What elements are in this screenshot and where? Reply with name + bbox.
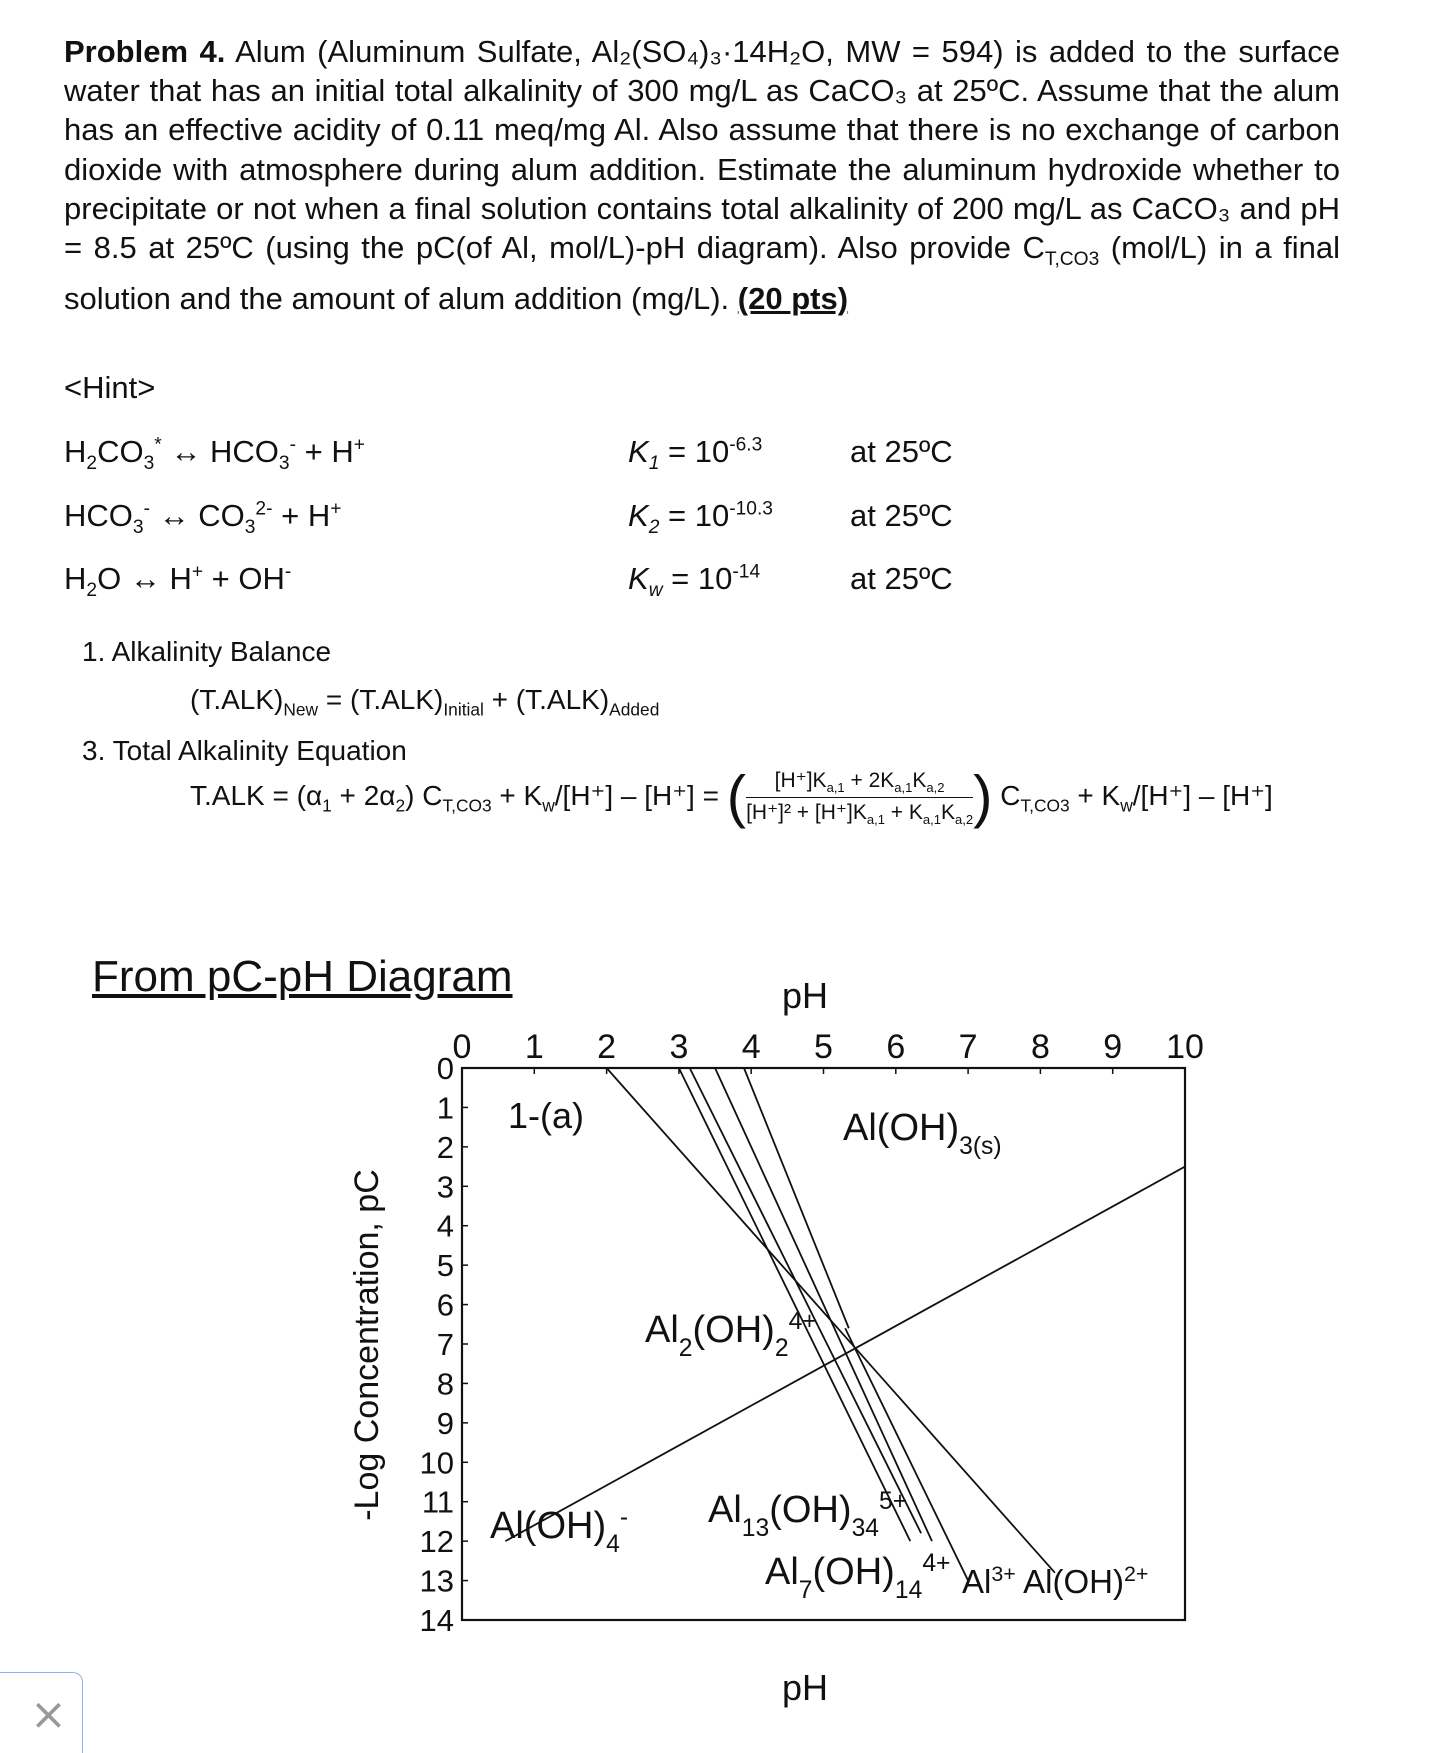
problem-label: Problem 4. <box>64 34 226 69</box>
x-tick-label: 4 <box>741 1028 761 1066</box>
aluminate-species-label: $Al(OH)_4^-$ <box>490 1503 629 1558</box>
y-tick-label: 3 <box>436 1169 454 1205</box>
y-tick-label: 12 <box>419 1524 454 1560</box>
x-tick-label: 9 <box>1103 1028 1123 1066</box>
talk-mid: + 2α <box>331 780 396 812</box>
close-icon[interactable]: × <box>30 1689 67 1740</box>
alpha1-sub: 1 <box>322 795 332 816</box>
x-tick-label: 7 <box>958 1028 978 1066</box>
reaction-equation: $H_2CO_3^*$ ↔ $HCO_3^- + H^+$ <box>64 434 365 475</box>
alk-new-sub: New <box>283 699 319 720</box>
al3-aloh-species-label: $Al^{3+}$ Al(OH)$^{2+}$ <box>962 1562 1149 1600</box>
talk-right-sub: T,CO3 <box>1020 795 1070 816</box>
temperature-condition: at 25ºC <box>850 498 953 533</box>
equilibrium-arrow-icon: ↔ <box>158 498 190 533</box>
top-axis-title: pH <box>781 975 829 1016</box>
talk-right-tail2: /[H⁺] – [H⁺] <box>1132 780 1273 812</box>
y-tick-label: 9 <box>436 1405 454 1441</box>
alpha2-sub: 2 <box>395 795 406 816</box>
y-tick-label: 2 <box>436 1129 454 1165</box>
close-tab[interactable] <box>0 1672 83 1753</box>
temperature-condition: at 25ºC <box>850 561 953 596</box>
alk-initial-term: = (T.ALK) <box>318 684 444 715</box>
dimer-species-label: $Al_2(OH)_2^{4+}$ <box>645 1307 817 1362</box>
temperature-condition: at 25ºC <box>850 434 953 469</box>
dimer-line <box>744 1068 849 1328</box>
equilibrium-constant: $K_1 = 10^{-6.3}$ <box>628 434 763 475</box>
al7-species-label: $Al_7(OH)_{14}^{4+}$ <box>765 1549 951 1604</box>
y-tick-label: 7 <box>436 1327 454 1362</box>
talk-tail: + K <box>491 780 543 812</box>
alkalinity-balance-heading: 1. Alkalinity Balance <box>82 636 332 667</box>
y-tick-label: 5 <box>436 1248 454 1284</box>
y-tick-label: 1 <box>436 1090 454 1126</box>
y-axis-title: -Log Concentration, pC <box>348 1169 386 1521</box>
x-tick-label: 8 <box>1030 1028 1050 1066</box>
y-tick-label: 10 <box>419 1445 454 1481</box>
y-tick-label: 6 <box>436 1287 454 1323</box>
equilibrium-constant: $K_w = 10^{-14}$ <box>628 561 761 602</box>
points-label: (20 pts) <box>737 281 849 317</box>
x-tick-label: 6 <box>886 1028 906 1066</box>
alk-initial-sub: Initial <box>443 699 484 720</box>
talk-ct-sub: T,CO3 <box>442 795 492 816</box>
problem-text-end: (mol/L) in a final solution and the amount of alum addition (mg/L). <box>64 230 1340 317</box>
region-label: 1-(a) <box>508 1095 585 1136</box>
hint-title: <Hint> <box>64 370 156 405</box>
fraction-denominator: $[H^+]^2 + [H^+]K_{a,1} + K_{a,1}K_{a,2}$ <box>746 801 974 828</box>
alk-added-term: + (T.ALK) <box>483 684 610 715</box>
talk-right-kw-sub: w <box>1120 795 1133 816</box>
diagram-title: From pC-pH Diagram <box>92 952 513 1001</box>
ct-subscript: T,CO3 <box>1044 249 1100 271</box>
y-tick-label: 14 <box>419 1603 454 1638</box>
x-tick-label: 10 <box>1166 1028 1204 1066</box>
fraction-numerator: $[H^+]K_{a,1} + 2K_{a,1}K_{a,2}$ <box>746 768 973 798</box>
bottom-axis-title: pH <box>781 1667 829 1708</box>
x-tick-label: 2 <box>597 1028 617 1066</box>
y-tick-label: 0 <box>436 1051 454 1086</box>
y-tick-label: 13 <box>419 1563 454 1599</box>
y-tick-label: 8 <box>436 1366 454 1402</box>
alk-added-sub: Added <box>609 699 660 720</box>
talk-right: C <box>1000 780 1021 812</box>
x-tick-label: 5 <box>814 1028 833 1066</box>
alk-new-term: (T.ALK) <box>190 684 284 715</box>
talk-kw-sub: w <box>542 795 555 816</box>
right-paren: ) <box>973 764 993 830</box>
reaction-equation: $HCO_3^-$ ↔ $CO_3^{2-} + H^+$ <box>64 498 342 539</box>
x-tick-label: 1 <box>524 1028 544 1066</box>
problem-text: Alum (Aluminum Sulfate, Al₂(SO₄)₃·14H₂O, MW = 594) is added to the surface water that has an initial total alkalinity of 300 mg/L as CaCO₃ at 25ºC. Assume that the alum has an effective acidity of 0.11 meq/mg Al. Also assume that there is no exchange of carbon dioxide with atmosphere during alum addition. Estimate the aluminum hydroxide whether to precipitate or not when a final solution contains total alkalinity of 200 mg/L as CaCO₃ and pH = 8.5 at 25ºC (using the pC(of Al, mol/L)-pH diagram). Also provide C <box>64 34 1340 266</box>
al13-species-label: $Al_{13}(OH)_{34}^{5+}$ <box>708 1487 908 1542</box>
x-tick-label: 0 <box>452 1028 472 1066</box>
equilibrium-arrow-icon: ↔ <box>129 561 161 596</box>
talk-ct: ) C <box>405 780 443 812</box>
equilibrium-arrow-icon: ↔ <box>170 434 202 469</box>
talk-right-tail: + K <box>1069 780 1121 812</box>
y-tick-label: 4 <box>436 1208 454 1244</box>
solid-phase-label: $Al(OH)_{3(s)}$ <box>843 1107 1002 1160</box>
total-alkalinity-heading: 3. Total Alkalinity Equation <box>82 735 407 766</box>
y-tick-label: 11 <box>421 1484 454 1520</box>
reaction-equation: $H_2O$ ↔ H+ + OH- <box>64 561 292 602</box>
x-tick-label: 3 <box>669 1028 689 1066</box>
left-paren: ( <box>726 764 747 830</box>
equilibrium-constant: $K_2 = 10^{-10.3}$ <box>628 498 773 539</box>
talk-tail2: /[H⁺] – [H⁺] = <box>554 780 719 812</box>
talk-left: T.ALK = (α <box>190 780 323 812</box>
